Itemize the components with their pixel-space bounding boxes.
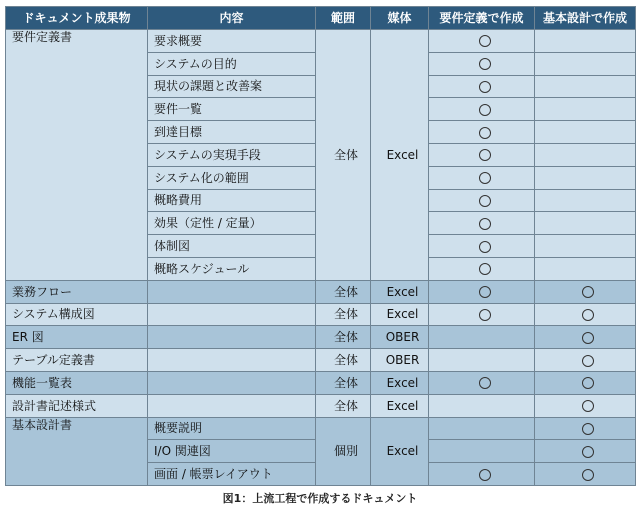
figure-caption: 図1：上流工程で作成するドキュメント [222, 492, 418, 505]
content-cell [148, 371, 316, 394]
requirements-mark-cell [429, 371, 535, 394]
basic-design-mark-cell [535, 52, 636, 75]
content-cell: 到達目標 [148, 121, 316, 144]
circle-mark-icon [479, 149, 491, 161]
requirements-mark-cell [429, 189, 535, 212]
circle-mark-icon [479, 309, 491, 321]
media-cell: Excel [371, 280, 429, 303]
content-cell: 要求概要 [148, 30, 316, 53]
basic-design-mark-cell [535, 121, 636, 144]
requirements-mark-cell [429, 166, 535, 189]
media-cell: OBER [371, 349, 429, 372]
circle-mark-icon [479, 218, 491, 230]
requirements-mark-cell [429, 326, 535, 349]
scope-cell: 全体 [316, 326, 371, 349]
basic-design-mark-cell [535, 463, 636, 486]
content-cell: システムの実現手段 [148, 143, 316, 166]
basic-design-mark-cell [535, 349, 636, 372]
content-cell: 体制図 [148, 235, 316, 258]
table-row [6, 303, 636, 326]
content-cell: 効果（定性 / 定量） [148, 212, 316, 235]
media-cell: Excel [371, 30, 429, 281]
basic-design-mark-cell [535, 75, 636, 98]
content-cell: システムの目的 [148, 52, 316, 75]
scope-cell: 個別 [316, 417, 371, 485]
basic-design-mark-cell [535, 143, 636, 166]
content-cell: 概要説明 [148, 417, 316, 440]
circle-mark-icon [479, 263, 491, 275]
circle-mark-icon [582, 309, 594, 321]
header-media: 媒体 [371, 7, 429, 30]
content-cell: 画面 / 帳票レイアウト [148, 463, 316, 486]
circle-mark-icon [582, 355, 594, 367]
table-row [6, 417, 636, 440]
circle-mark-icon [479, 241, 491, 253]
media-cell: Excel [371, 417, 429, 485]
requirements-mark-cell [429, 463, 535, 486]
basic-design-mark-cell [535, 326, 636, 349]
requirements-mark-cell [429, 349, 535, 372]
requirements-mark-cell [429, 52, 535, 75]
circle-mark-icon [479, 127, 491, 139]
basic-design-mark-cell [535, 394, 636, 417]
basic-design-mark-cell [535, 280, 636, 303]
media-cell: Excel [371, 303, 429, 326]
basic-design-mark-cell [535, 98, 636, 121]
table-row [6, 326, 636, 349]
requirements-mark-cell [429, 121, 535, 144]
header-requirements-phase: 要件定義で作成 [429, 7, 535, 30]
requirements-mark-cell [429, 143, 535, 166]
requirements-mark-cell [429, 30, 535, 53]
basic-design-mark-cell [535, 257, 636, 280]
deliverable-name: 基本設計書 [6, 417, 148, 485]
circle-mark-icon [582, 423, 594, 435]
scope-cell: 全体 [316, 30, 371, 281]
content-cell [148, 303, 316, 326]
content-cell [148, 326, 316, 349]
deliverable-name: ER 図 [6, 326, 148, 349]
content-cell: 要件一覧 [148, 98, 316, 121]
circle-mark-icon [582, 400, 594, 412]
table-body [6, 30, 636, 486]
circle-mark-icon [479, 81, 491, 93]
header-content: 内容 [148, 7, 316, 30]
basic-design-mark-cell [535, 371, 636, 394]
basic-design-mark-cell [535, 440, 636, 463]
circle-mark-icon [582, 286, 594, 298]
header-basic-design-phase: 基本設計で作成 [535, 7, 636, 30]
table-header-row [6, 7, 636, 30]
basic-design-mark-cell [535, 30, 636, 53]
circle-mark-icon [479, 58, 491, 70]
circle-mark-icon [479, 377, 491, 389]
media-cell: Excel [371, 371, 429, 394]
requirements-mark-cell [429, 75, 535, 98]
table-row [6, 349, 636, 372]
content-cell [148, 394, 316, 417]
scope-cell: 全体 [316, 303, 371, 326]
deliverable-name: 要件定義書 [6, 30, 148, 281]
deliverable-name: 設計書記述様式 [6, 394, 148, 417]
content-cell: 概略費用 [148, 189, 316, 212]
content-cell: システム化の範囲 [148, 166, 316, 189]
table-row [6, 371, 636, 394]
media-cell: OBER [371, 326, 429, 349]
scope-cell: 全体 [316, 371, 371, 394]
basic-design-mark-cell [535, 212, 636, 235]
table-row [6, 280, 636, 303]
requirements-mark-cell [429, 235, 535, 258]
content-cell: 概略スケジュール [148, 257, 316, 280]
deliverable-name: テーブル定義書 [6, 349, 148, 372]
circle-mark-icon [582, 469, 594, 481]
deliverable-name: システム構成図 [6, 303, 148, 326]
circle-mark-icon [479, 104, 491, 116]
basic-design-mark-cell [535, 417, 636, 440]
requirements-mark-cell [429, 417, 535, 440]
circle-mark-icon [582, 446, 594, 458]
deliverable-name: 機能一覧表 [6, 371, 148, 394]
circle-mark-icon [479, 286, 491, 298]
circle-mark-icon [479, 172, 491, 184]
header-deliverable: ドキュメント成果物 [6, 7, 148, 30]
table-row [6, 394, 636, 417]
scope-cell: 全体 [316, 394, 371, 417]
document-table [5, 6, 636, 486]
requirements-mark-cell [429, 394, 535, 417]
scope-cell: 全体 [316, 280, 371, 303]
basic-design-mark-cell [535, 235, 636, 258]
header-scope: 範囲 [316, 7, 371, 30]
deliverable-name: 業務フロー [6, 280, 148, 303]
circle-mark-icon [479, 195, 491, 207]
requirements-mark-cell [429, 440, 535, 463]
content-cell [148, 280, 316, 303]
requirements-mark-cell [429, 280, 535, 303]
basic-design-mark-cell [535, 166, 636, 189]
requirements-mark-cell [429, 212, 535, 235]
circle-mark-icon [479, 469, 491, 481]
requirements-mark-cell [429, 98, 535, 121]
circle-mark-icon [582, 332, 594, 344]
basic-design-mark-cell [535, 189, 636, 212]
media-cell: Excel [371, 394, 429, 417]
circle-mark-icon [582, 377, 594, 389]
content-cell [148, 349, 316, 372]
content-cell: I/O 関連図 [148, 440, 316, 463]
scope-cell: 全体 [316, 349, 371, 372]
requirements-mark-cell [429, 303, 535, 326]
content-cell: 現状の課題と改善案 [148, 75, 316, 98]
basic-design-mark-cell [535, 303, 636, 326]
table-row [6, 30, 636, 53]
circle-mark-icon [479, 35, 491, 47]
requirements-mark-cell [429, 257, 535, 280]
